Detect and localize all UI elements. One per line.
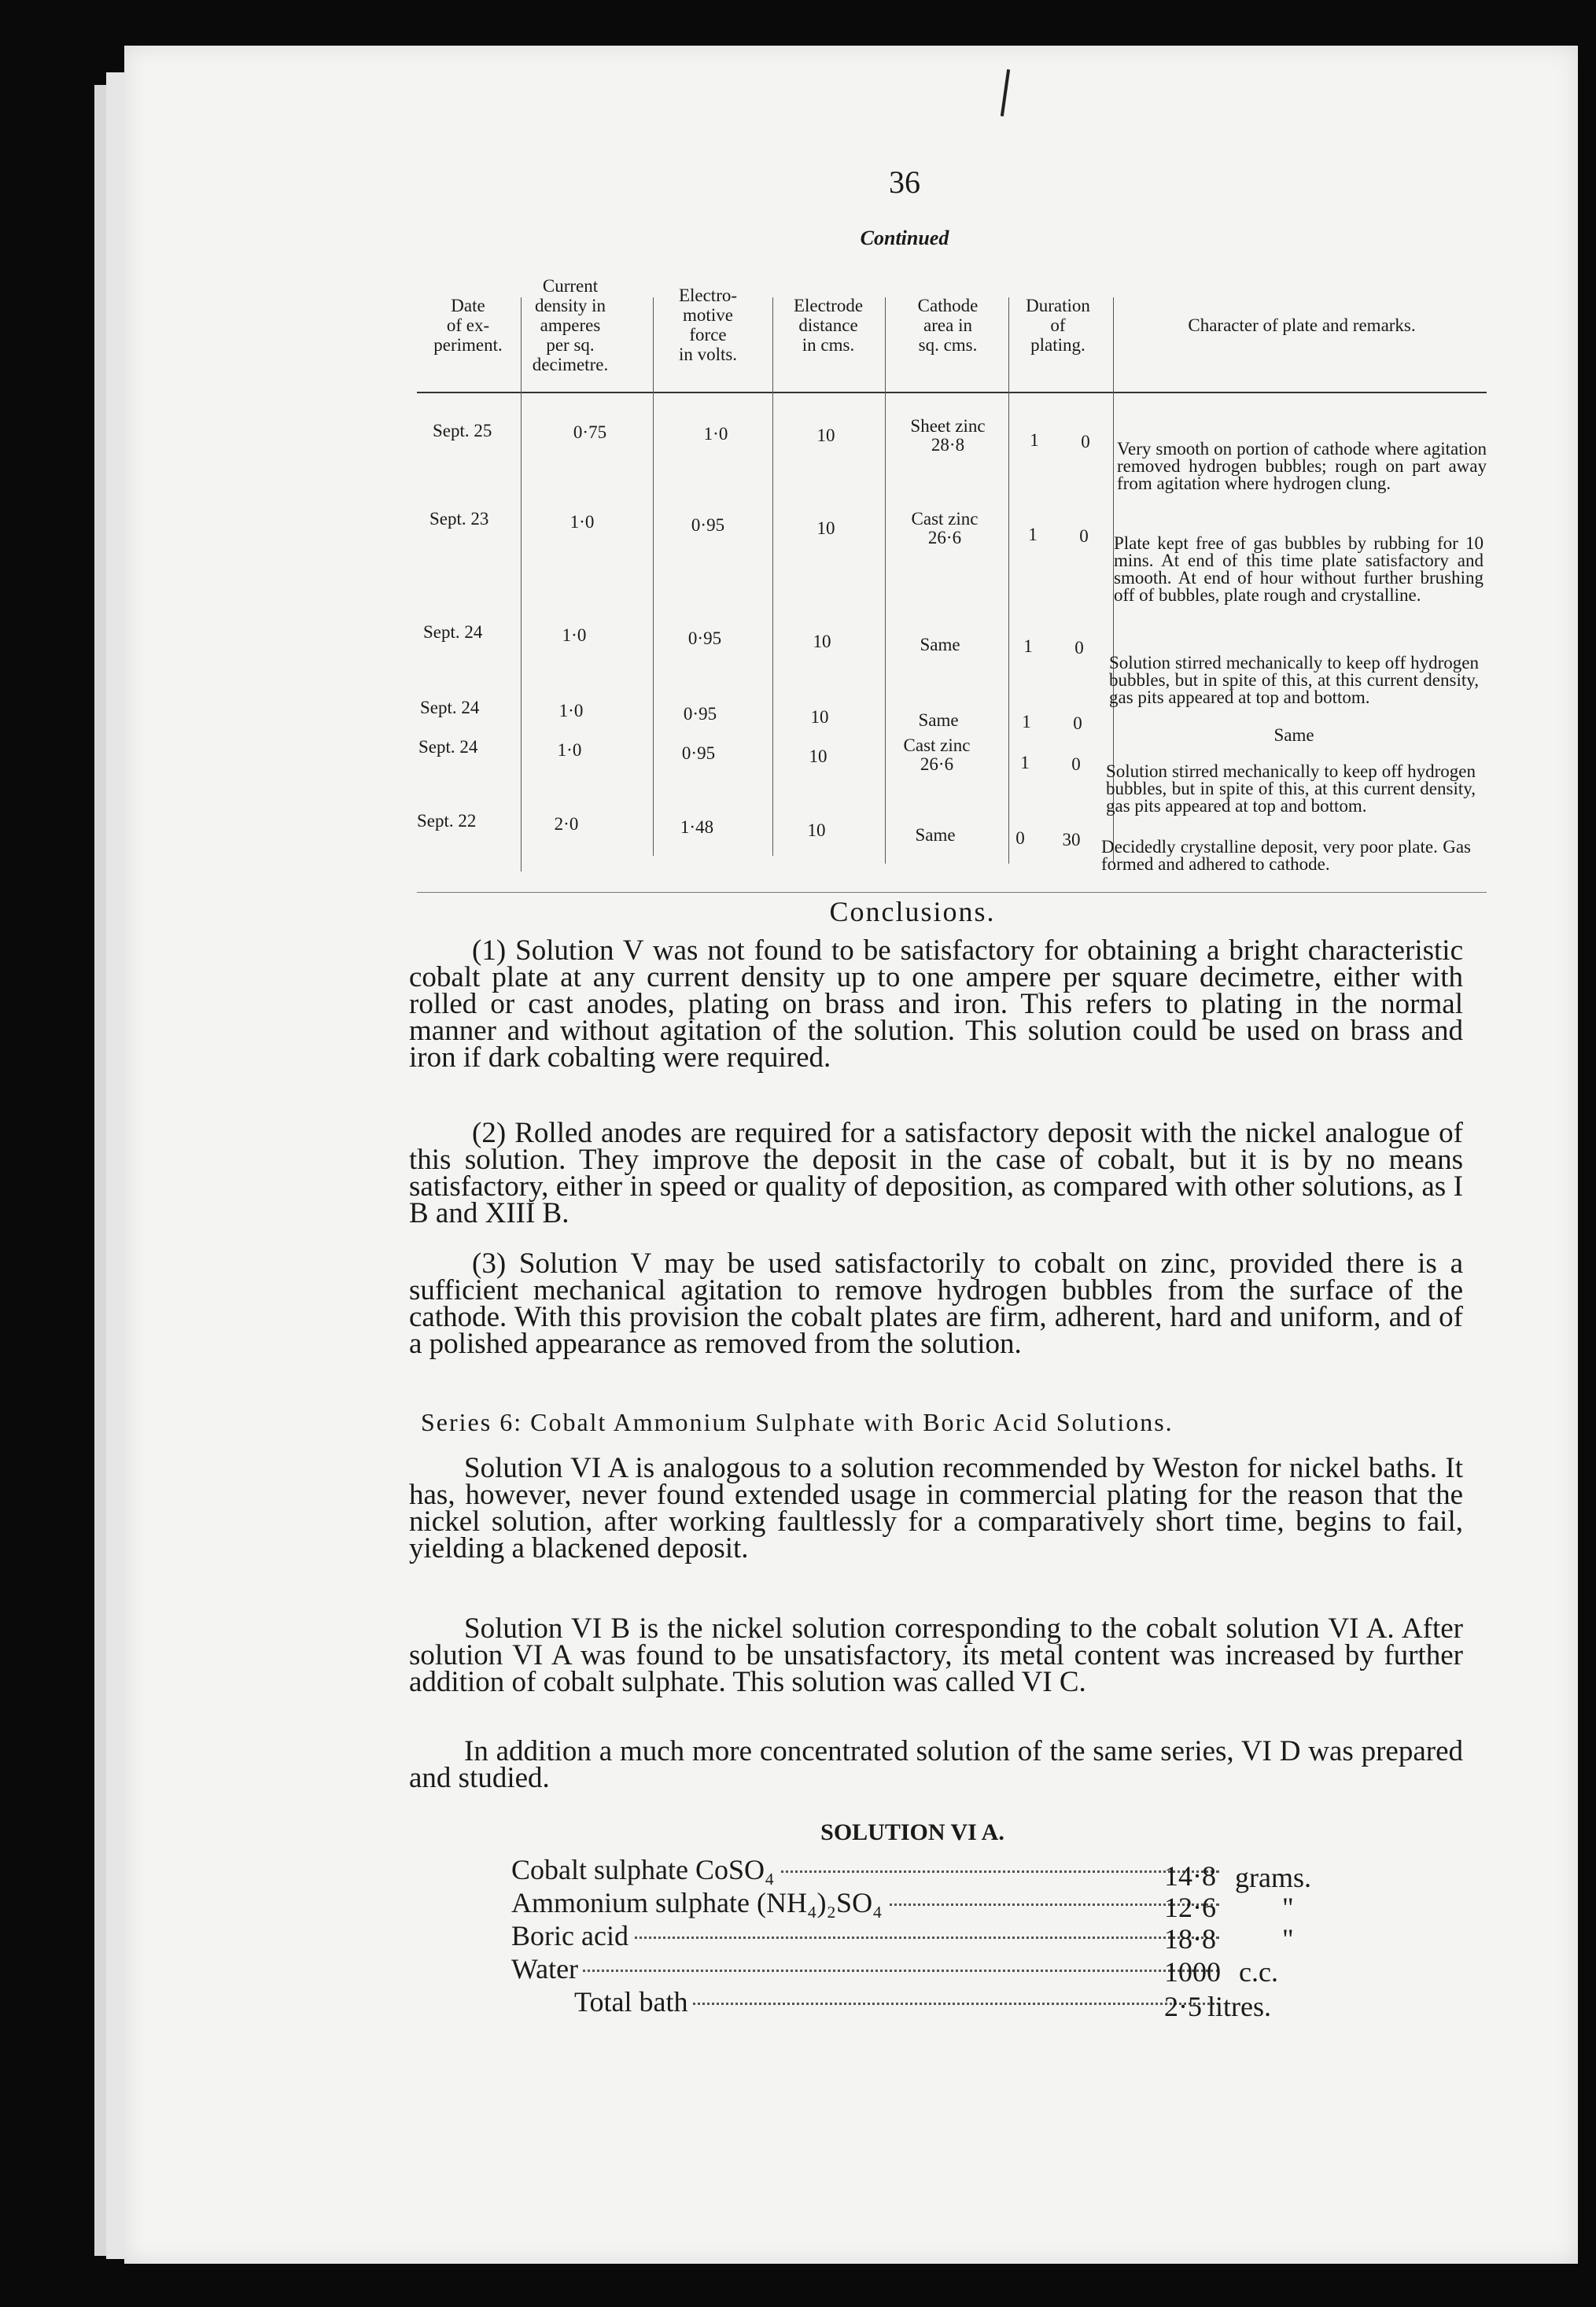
cell-hours: 1 (1030, 430, 1039, 450)
recipe-row (511, 1985, 1424, 2022)
cell-minutes: 0 (1079, 526, 1089, 546)
cell-current: 1·0 (558, 701, 584, 720)
cell-distance: 10 (810, 707, 829, 727)
cell-emf: 0·95 (691, 515, 725, 535)
conclusions-heading: Conclusions. (829, 896, 996, 927)
cell-minutes: 0 (1071, 754, 1081, 774)
recipe-row (511, 1886, 1424, 1923)
cell-area: Sheet zinc 28·8 (910, 416, 986, 455)
cell-hours: 0 (1015, 828, 1025, 848)
ingredient-amount: 14·8 (1164, 1860, 1216, 1892)
page-number: 36 (889, 164, 920, 200)
ingredient-name: Water (511, 1953, 583, 1985)
cell-minutes: 0 (1074, 638, 1084, 658)
cell-distance: 10 (807, 820, 826, 840)
continued-label: Continued (860, 227, 949, 249)
ingredient-amount: 1000 (1164, 1956, 1221, 1988)
column-divider (653, 297, 654, 856)
cell-distance: 10 (809, 746, 827, 766)
cell-date: Sept. 22 (417, 811, 477, 831)
cell-distance: 10 (816, 518, 835, 538)
header-rule (417, 392, 1487, 393)
cell-hours: 1 (1023, 636, 1033, 656)
series-paragraph: In addition a much more concentrated solution of the same series, VI D was prepared and studied. (409, 1735, 1463, 1794)
ingredient-unit: " (1282, 1923, 1294, 1955)
conclusion-paragraph: (1) Solution V was not found to be satisfactory for obtaining a bright characteristic cobalt plate at any current density up to one ampere per square decimetre, either with rolled or cast anodes, plating on brass and iron. This refers to plating in the normal manner and without agitation of the solution. This solution could be used on brass and iron if dark cobalting were required. (409, 934, 1463, 1074)
ingredient-amount: 18·8 (1164, 1923, 1216, 1955)
ingredient-unit: c.c. (1239, 1956, 1278, 1988)
header-duration: Duration of plating. (1026, 295, 1090, 355)
column-divider (521, 297, 522, 872)
cell-hours: 1 (1028, 525, 1038, 544)
cell-emf: 1·48 (680, 817, 714, 837)
cell-minutes: 30 (1062, 830, 1081, 849)
cell-remarks: Same (1273, 725, 1314, 745)
cell-date: Sept. 25 (433, 421, 492, 440)
cell-area: Same (918, 710, 959, 730)
ingredient-name: Total bath (574, 1986, 692, 2018)
cell-distance: 10 (816, 426, 835, 445)
cell-remarks: Very smooth on portion of cathode where agitation removed hydrogen bubbles; rough on part away from agitation where hydrogen clung. (1117, 439, 1487, 493)
cell-minutes: 0 (1073, 713, 1082, 733)
header-distance: Electrode distance in cms. (793, 295, 864, 355)
cell-current: 2·0 (554, 814, 579, 834)
header-remarks: Character of plate and remarks. (1188, 315, 1416, 335)
series-heading: Series 6: Cobalt Ammonium Sulphate with Boric Acid Solutions. (421, 1408, 1174, 1436)
header-area: Cathode area in sq. cms. (917, 295, 979, 355)
cell-hours: 1 (1022, 712, 1031, 732)
cell-date: Sept. 24 (418, 737, 478, 757)
cell-current: 1·0 (557, 740, 582, 760)
ingredient-unit: " (1282, 1892, 1294, 1923)
ingredient-name: Cobalt sulphate CoSO₄ (511, 1854, 780, 1885)
column-divider (1008, 297, 1009, 864)
table-bottom-rule (417, 892, 1487, 893)
recipe-row (511, 1853, 1424, 1893)
ingredient-amount: 12·6 (1164, 1892, 1216, 1923)
header-current: Current density in amperes per sq. decimetre. (532, 275, 609, 374)
cell-remarks: Decidedly crystalline deposit, very poor plate. Gas formed and adhered to cathode. (1101, 837, 1471, 874)
ingredient-unit: grams. (1235, 1862, 1311, 1893)
cell-area: Cast zinc 26·6 (903, 735, 971, 774)
cell-minutes: 0 (1081, 432, 1090, 451)
series-paragraph: Solution VI B is the nickel solution corresponding to the cobalt solution VI A. After solution VI A was found to be unsatisfactory, its metal content was increased by further addition of cobalt sulphate. This solution was called VI C. (409, 1612, 1463, 1698)
cell-current: 1·0 (562, 625, 587, 645)
cell-date: Sept. 24 (423, 622, 483, 642)
cell-current: 0·75 (573, 422, 607, 442)
cell-area: Same (915, 825, 956, 845)
series-paragraph: Solution VI A is analogous to a solution recommended by Weston for nickel baths. It has, however, never found extended usage in commercial plating for the reason that the nickel solution, after working faultlessly for a comparatively short time, begins to fail, yielding a blackened deposit. (409, 1452, 1463, 1564)
cell-area: Same (920, 635, 960, 654)
ingredient-amount: 2·5 (1164, 1991, 1202, 2022)
cell-emf: 0·95 (687, 628, 722, 648)
ingredient-name: Boric acid (511, 1920, 633, 1951)
column-divider (885, 297, 886, 864)
cell-remarks: Solution stirred mechanically to keep off hydrogen bubbles, but in spite of this, at this current density, gas pits appeared at top and bottom. (1109, 653, 1479, 707)
cell-hours: 1 (1020, 753, 1030, 772)
cell-current: 1·0 (569, 512, 595, 532)
column-divider (772, 297, 773, 856)
cell-date: Sept. 24 (420, 698, 480, 717)
conclusion-paragraph: (2) Rolled anodes are required for a satisfactory deposit with the nickel analogue of this solution. They improve the deposit in the case of cobalt, but it is by no means satisfactory, either in speed or quality of deposition, as compared with other solutions, as I B and XIII B. (409, 1117, 1463, 1229)
recipe-row (511, 1952, 1424, 1988)
conclusion-paragraph: (3) Solution V may be used satisfactorily to cobalt on zinc, provided there is a sufficient mechanical agitation to remove hydrogen bubbles from the surface of the cathode. With this provision the cobalt plates are firm, adherent, hard and uniform, and of a polished appearance as removed from the solution. (409, 1247, 1463, 1360)
header-date: Date of ex- periment. (433, 295, 503, 355)
cell-emf: 0·95 (681, 743, 716, 763)
ingredient-name: Ammonium sulphate (NH₄)₂SO₄ (511, 1887, 887, 1918)
cell-remarks: Plate kept free of gas bubbles by rubbing for 10 mins. At end of this time plate satisfactory and smooth. At end of hour without further brushing off of bubbles, plate rough and crystalline. (1114, 533, 1484, 605)
ingredient-unit: litres. (1207, 1991, 1271, 2022)
cell-area: Cast zinc 26·6 (911, 509, 979, 547)
cell-remarks: Solution stirred mechanically to keep off hydrogen bubbles, but in spite of this, at this current density, gas pits appeared at top and bottom. (1106, 761, 1476, 816)
recipe-row (511, 1919, 1424, 1955)
cell-emf: 0·95 (683, 704, 717, 724)
recipe-title: SOLUTION VI A. (820, 1819, 1004, 1845)
cell-date: Sept. 23 (429, 509, 489, 529)
ink-mark (1001, 69, 1010, 116)
header-emf: Electro- motive force in volts. (678, 286, 738, 364)
cell-emf: 1·0 (703, 424, 728, 444)
cell-distance: 10 (813, 632, 831, 651)
leader-dots (511, 1970, 1219, 1972)
